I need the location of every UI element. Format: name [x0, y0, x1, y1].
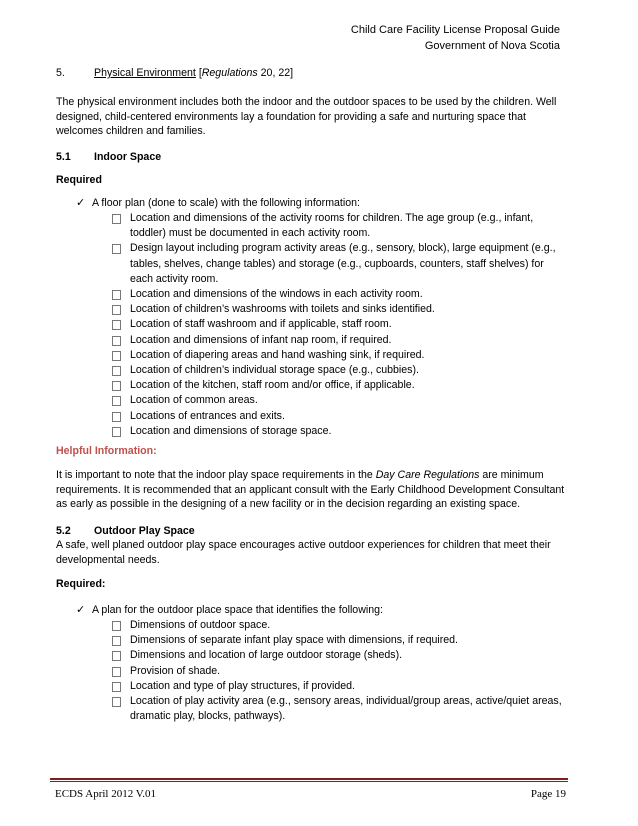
list-item-text: Dimensions of separate infant play space with dimensions, if required.	[130, 634, 458, 647]
list-item-text: Location of play activity area (e.g., sensory areas, individual/group areas, active/quiet areas, dramatic play, blocks, pathways).	[130, 695, 562, 723]
list-item	[112, 211, 566, 241]
checkbox-icon	[112, 651, 121, 661]
check-list-item	[76, 196, 568, 211]
checkbox-icon	[112, 697, 121, 707]
page-number: Page 19	[530, 788, 566, 800]
list-item	[112, 409, 566, 424]
checkbox-icon	[112, 427, 121, 437]
header-line-2: Government of Nova Scotia	[424, 40, 560, 52]
section-title: Outdoor Play Space	[94, 525, 195, 537]
list-item	[112, 648, 566, 663]
list-item-text: Location of children’s washrooms with toilets and sinks identified.	[130, 303, 435, 316]
ref-rest: 20, 22]	[257, 67, 294, 79]
required-label: Required:	[56, 578, 106, 590]
section-title: Physical Environment	[94, 67, 196, 79]
page-footer	[55, 788, 566, 800]
list-item	[112, 302, 566, 317]
check-text: A floor plan (done to scale) with the following information:	[92, 197, 360, 209]
check-list-item	[76, 603, 568, 618]
list-item-text: Location and type of play structures, if provided.	[130, 679, 355, 692]
list-item-text: Location of diapering areas and hand washing sink, if required.	[130, 348, 425, 361]
list-item	[112, 378, 566, 393]
page-header	[351, 22, 560, 54]
section-5-2-heading	[56, 524, 568, 539]
list-item	[112, 694, 566, 724]
list-item	[112, 333, 566, 348]
list-item-text: Location of the kitchen, staff room and/or office, if applicable.	[130, 379, 415, 392]
list-item-text: Provision of shade.	[130, 664, 221, 677]
check-mark-icon: ✓	[76, 196, 86, 209]
section-number: 5.1	[56, 151, 71, 163]
section-number: 5.	[56, 67, 65, 79]
list-item	[112, 348, 566, 363]
footer-rule	[50, 778, 568, 780]
list-item	[112, 618, 566, 633]
section-title: Indoor Space	[94, 151, 162, 163]
footer-rule-thin	[50, 781, 568, 782]
checkbox-icon	[112, 366, 121, 376]
outdoor-requirements-list	[112, 618, 566, 724]
check-text: A plan for the outdoor place space that identifies the following:	[92, 604, 383, 616]
list-item	[112, 679, 566, 694]
helpful-italic: Day Care Regulations	[375, 469, 480, 481]
list-item-text: Location of common areas.	[130, 394, 258, 407]
list-item	[112, 664, 566, 679]
list-item-text: Location and dimensions of storage space.	[130, 424, 332, 437]
section-5-2-paragraph: A safe, well planed outdoor play space encourages active outdoor experiences for children that meet their developmental needs.	[56, 539, 551, 566]
list-item-text: Design layout including program activity areas (e.g., sensory, block), large equipment (e.g., tables, shelves, change tables) and storage (e.g., cupboards, counters, staff shelves) for each activity room.	[130, 242, 556, 285]
list-item-text: Locations of entrances and exits.	[130, 409, 285, 422]
section-5-heading	[56, 66, 568, 81]
checkbox-icon	[112, 412, 121, 422]
list-item-text: Dimensions and location of large outdoor storage (sheds).	[130, 649, 403, 662]
list-item-text: Location of children’s individual storage space (e.g., cubbies).	[130, 364, 419, 377]
checkbox-icon	[112, 290, 121, 300]
checkbox-icon	[112, 351, 121, 361]
checkbox-icon	[112, 336, 121, 346]
check-mark-icon: ✓	[76, 603, 86, 616]
ref-open: [	[195, 67, 202, 79]
checkbox-icon	[112, 621, 121, 631]
header-line-1: Child Care Facility License Proposal Guide	[350, 24, 560, 36]
list-item	[112, 317, 566, 332]
list-item-text: Location and dimensions of the windows in each activity room.	[130, 288, 423, 301]
section-number: 5.2	[56, 525, 71, 537]
helpful-text: It is important to note that the indoor play space requirements in the	[56, 469, 376, 481]
checkbox-icon	[112, 667, 121, 677]
list-item-text: Location and dimensions of infant nap room, if required.	[130, 333, 392, 346]
helpful-info-label: Helpful Information:	[56, 445, 157, 457]
required-label: Required	[56, 174, 102, 186]
helpful-text-rest: are minimum requirements. It is recommended that an applicant consult with the Early Childhood Development Consultant as early as possible in the designing of a new facility or in the decision regarding an existing space.	[56, 469, 565, 510]
checkbox-icon	[112, 305, 121, 315]
list-item-text: Dimensions of outdoor space.	[130, 619, 271, 631]
checkbox-icon	[112, 636, 121, 646]
checkbox-icon	[112, 320, 121, 330]
list-item	[112, 393, 566, 408]
helpful-info-paragraph	[56, 468, 568, 512]
indoor-requirements-list	[112, 211, 566, 439]
footer-version: ECDS April 2012 V.01	[55, 788, 157, 800]
ref-italic: Regulations	[201, 67, 258, 79]
list-item-text: Location and dimensions of the activity rooms for children. The age group (e.g., infant, toddler) must be documented in each activity room.	[130, 212, 534, 240]
list-item-text: Location of staff washroom and if applicable, staff room.	[130, 318, 392, 331]
list-item	[112, 287, 566, 302]
checkbox-icon	[112, 396, 121, 406]
checkbox-icon	[112, 682, 121, 692]
list-item	[112, 241, 566, 287]
list-item	[112, 363, 566, 378]
list-item	[112, 633, 566, 648]
checkbox-icon	[112, 381, 121, 391]
section-5-1-heading	[56, 150, 568, 165]
section-5-paragraph: The physical environment includes both the indoor and the outdoor spaces to be used by the children. Well designed, child-centered environments lay a foundation for providing a safe and nurturing space that welcomes children and families.	[56, 96, 557, 137]
checkbox-icon	[112, 244, 121, 254]
checkbox-icon	[112, 214, 121, 224]
list-item	[112, 424, 566, 439]
